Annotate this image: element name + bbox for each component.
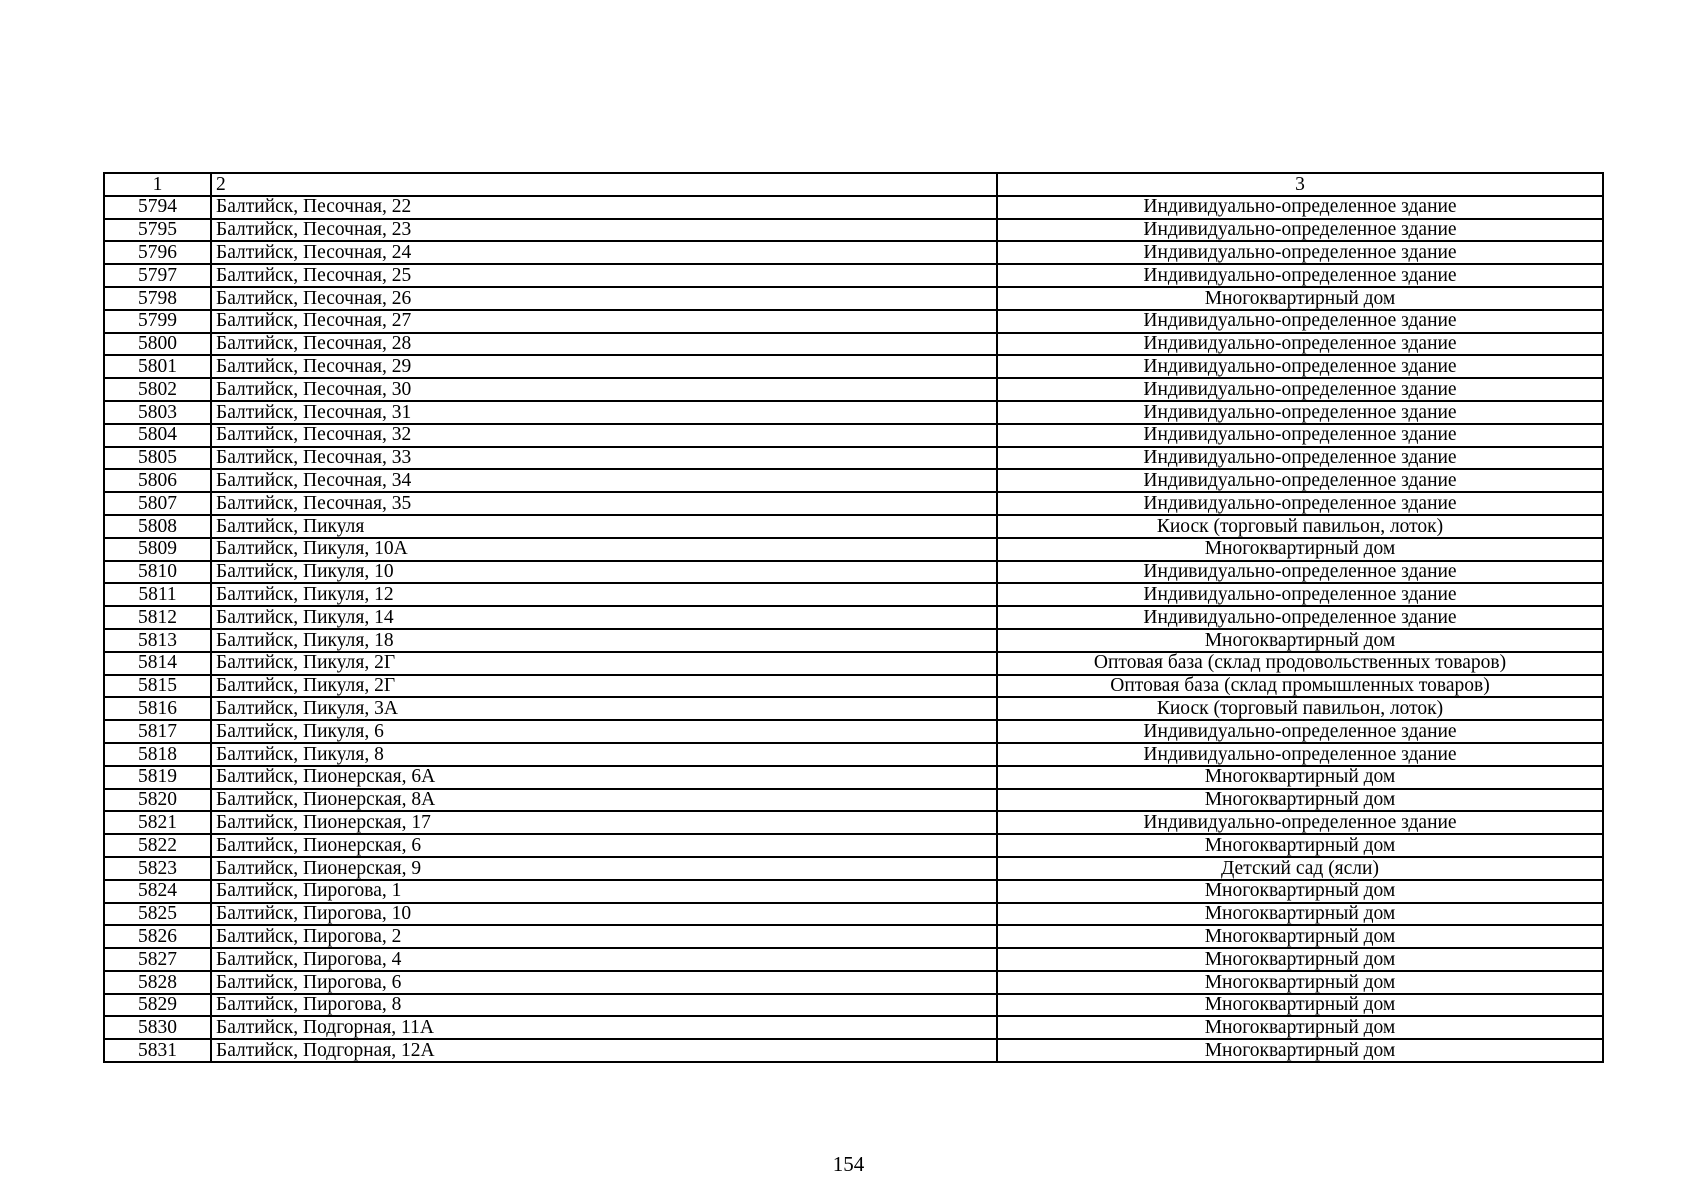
row-number: 5815 bbox=[104, 675, 211, 698]
row-number: 5803 bbox=[104, 401, 211, 424]
table-row bbox=[104, 447, 1603, 470]
row-number: 5804 bbox=[104, 424, 211, 447]
row-number: 5818 bbox=[104, 743, 211, 766]
table-row bbox=[104, 766, 1603, 789]
table-row bbox=[104, 561, 1603, 584]
row-number: 5817 bbox=[104, 720, 211, 743]
table-row bbox=[104, 880, 1603, 903]
row-number: 5821 bbox=[104, 811, 211, 834]
row-address: Балтийск, Пионерская, 17 bbox=[211, 811, 997, 834]
property-table bbox=[103, 172, 1604, 1063]
row-address: Балтийск, Пикуля, 2Г bbox=[211, 675, 997, 698]
row-address: Балтийск, Песочная, 27 bbox=[211, 310, 997, 333]
row-address: Балтийск, Пикуля, 10 bbox=[211, 561, 997, 584]
table-row bbox=[104, 196, 1603, 219]
table-row bbox=[104, 948, 1603, 971]
table-row bbox=[104, 1039, 1603, 1062]
row-number: 5806 bbox=[104, 469, 211, 492]
table-row bbox=[104, 834, 1603, 857]
row-address: Балтийск, Песочная, 35 bbox=[211, 492, 997, 515]
row-object-type: Многоквартирный дом bbox=[997, 538, 1603, 561]
row-number: 5811 bbox=[104, 583, 211, 606]
row-number: 5819 bbox=[104, 766, 211, 789]
row-object-type: Индивидуально-определенное здание bbox=[997, 447, 1603, 470]
row-object-type: Многоквартирный дом bbox=[997, 925, 1603, 948]
row-object-type: Многоквартирный дом bbox=[997, 971, 1603, 994]
row-number: 5824 bbox=[104, 880, 211, 903]
table-row bbox=[104, 241, 1603, 264]
row-address: Балтийск, Пионерская, 9 bbox=[211, 857, 997, 880]
row-object-type: Индивидуально-определенное здание bbox=[997, 378, 1603, 401]
row-object-type: Индивидуально-определенное здание bbox=[997, 606, 1603, 629]
row-object-type: Детский сад (ясли) bbox=[997, 857, 1603, 880]
row-object-type: Оптовая база (склад промышленных товаров) bbox=[997, 675, 1603, 698]
row-address: Балтийск, Песочная, 25 bbox=[211, 264, 997, 287]
row-address: Балтийск, Пикуля, 2Г bbox=[211, 652, 997, 675]
row-address: Балтийск, Песочная, 33 bbox=[211, 447, 997, 470]
row-object-type: Многоквартирный дом bbox=[997, 1039, 1603, 1062]
row-object-type: Многоквартирный дом bbox=[997, 948, 1603, 971]
column-header-3: 3 bbox=[997, 173, 1603, 196]
row-number: 5796 bbox=[104, 241, 211, 264]
table-row bbox=[104, 583, 1603, 606]
row-number: 5820 bbox=[104, 789, 211, 812]
row-address: Балтийск, Пирогова, 4 bbox=[211, 948, 997, 971]
row-object-type: Многоквартирный дом bbox=[997, 766, 1603, 789]
row-address: Балтийск, Пирогова, 6 bbox=[211, 971, 997, 994]
row-object-type: Индивидуально-определенное здание bbox=[997, 811, 1603, 834]
table-row bbox=[104, 355, 1603, 378]
table-row bbox=[104, 378, 1603, 401]
row-number: 5810 bbox=[104, 561, 211, 584]
table-row bbox=[104, 538, 1603, 561]
row-number: 5797 bbox=[104, 264, 211, 287]
row-address: Балтийск, Песочная, 29 bbox=[211, 355, 997, 378]
row-object-type: Оптовая база (склад продовольственных товаров) bbox=[997, 652, 1603, 675]
row-object-type: Индивидуально-определенное здание bbox=[997, 310, 1603, 333]
row-number: 5816 bbox=[104, 697, 211, 720]
row-number: 5794 bbox=[104, 196, 211, 219]
row-address: Балтийск, Пионерская, 6 bbox=[211, 834, 997, 857]
row-address: Балтийск, Пикуля, 6 bbox=[211, 720, 997, 743]
row-object-type: Киоск (торговый павильон, лоток) bbox=[997, 697, 1603, 720]
table-row bbox=[104, 287, 1603, 310]
row-address: Балтийск, Пикуля bbox=[211, 515, 997, 538]
row-address: Балтийск, Песочная, 34 bbox=[211, 469, 997, 492]
row-object-type: Многоквартирный дом bbox=[997, 629, 1603, 652]
row-object-type: Индивидуально-определенное здание bbox=[997, 219, 1603, 242]
row-object-type: Многоквартирный дом bbox=[997, 287, 1603, 310]
table-row bbox=[104, 310, 1603, 333]
row-address: Балтийск, Песочная, 26 bbox=[211, 287, 997, 310]
row-number: 5829 bbox=[104, 994, 211, 1017]
row-object-type: Многоквартирный дом bbox=[997, 834, 1603, 857]
table-header-row bbox=[104, 173, 1603, 196]
row-address: Балтийск, Пикуля, 10А bbox=[211, 538, 997, 561]
row-object-type: Многоквартирный дом bbox=[997, 789, 1603, 812]
row-address: Балтийск, Пирогова, 1 bbox=[211, 880, 997, 903]
row-object-type: Индивидуально-определенное здание bbox=[997, 241, 1603, 264]
row-number: 5830 bbox=[104, 1016, 211, 1039]
table-row bbox=[104, 789, 1603, 812]
table-row bbox=[104, 743, 1603, 766]
row-address: Балтийск, Песочная, 28 bbox=[211, 333, 997, 356]
row-address: Балтийск, Пикуля, 18 bbox=[211, 629, 997, 652]
table-row bbox=[104, 1016, 1603, 1039]
row-number: 5813 bbox=[104, 629, 211, 652]
table-row bbox=[104, 925, 1603, 948]
row-address: Балтийск, Пионерская, 8А bbox=[211, 789, 997, 812]
column-header-1: 1 bbox=[104, 173, 211, 196]
row-number: 5802 bbox=[104, 378, 211, 401]
table-row bbox=[104, 697, 1603, 720]
table-row bbox=[104, 401, 1603, 424]
row-address: Балтийск, Пикуля, 8 bbox=[211, 743, 997, 766]
row-address: Балтийск, Пирогова, 2 bbox=[211, 925, 997, 948]
table-row bbox=[104, 652, 1603, 675]
row-address: Балтийск, Пирогова, 10 bbox=[211, 903, 997, 926]
row-number: 5826 bbox=[104, 925, 211, 948]
table-row bbox=[104, 469, 1603, 492]
table-row bbox=[104, 971, 1603, 994]
row-address: Балтийск, Песочная, 24 bbox=[211, 241, 997, 264]
row-number: 5827 bbox=[104, 948, 211, 971]
row-address: Балтийск, Пикуля, 14 bbox=[211, 606, 997, 629]
row-number: 5809 bbox=[104, 538, 211, 561]
row-address: Балтийск, Пионерская, 6А bbox=[211, 766, 997, 789]
row-number: 5812 bbox=[104, 606, 211, 629]
row-number: 5831 bbox=[104, 1039, 211, 1062]
row-number: 5801 bbox=[104, 355, 211, 378]
table-row bbox=[104, 424, 1603, 447]
table-row bbox=[104, 994, 1603, 1017]
column-header-2: 2 bbox=[211, 173, 997, 196]
row-object-type: Многоквартирный дом bbox=[997, 880, 1603, 903]
row-address: Балтийск, Пикуля, 3А bbox=[211, 697, 997, 720]
row-number: 5798 bbox=[104, 287, 211, 310]
row-number: 5807 bbox=[104, 492, 211, 515]
row-number: 5805 bbox=[104, 447, 211, 470]
row-number: 5799 bbox=[104, 310, 211, 333]
row-address: Балтийск, Песочная, 30 bbox=[211, 378, 997, 401]
row-address: Балтийск, Песочная, 23 bbox=[211, 219, 997, 242]
table-row bbox=[104, 219, 1603, 242]
row-object-type: Киоск (торговый павильон, лоток) bbox=[997, 515, 1603, 538]
page-number: 154 bbox=[832, 1152, 865, 1176]
row-object-type: Индивидуально-определенное здание bbox=[997, 424, 1603, 447]
row-address: Балтийск, Пирогова, 8 bbox=[211, 994, 997, 1017]
row-number: 5814 bbox=[104, 652, 211, 675]
row-object-type: Индивидуально-определенное здание bbox=[997, 401, 1603, 424]
row-address: Балтийск, Подгорная, 12А bbox=[211, 1039, 997, 1062]
row-object-type: Индивидуально-определенное здание bbox=[997, 492, 1603, 515]
row-number: 5828 bbox=[104, 971, 211, 994]
table-row bbox=[104, 903, 1603, 926]
row-object-type: Индивидуально-определенное здание bbox=[997, 561, 1603, 584]
row-object-type: Многоквартирный дом bbox=[997, 903, 1603, 926]
row-object-type: Индивидуально-определенное здание bbox=[997, 333, 1603, 356]
row-object-type: Многоквартирный дом bbox=[997, 994, 1603, 1017]
row-address: Балтийск, Подгорная, 11А bbox=[211, 1016, 997, 1039]
table-row bbox=[104, 515, 1603, 538]
row-object-type: Индивидуально-определенное здание bbox=[997, 720, 1603, 743]
row-object-type: Индивидуально-определенное здание bbox=[997, 264, 1603, 287]
table-row bbox=[104, 606, 1603, 629]
row-number: 5822 bbox=[104, 834, 211, 857]
table-row bbox=[104, 492, 1603, 515]
row-object-type: Индивидуально-определенное здание bbox=[997, 583, 1603, 606]
row-number: 5800 bbox=[104, 333, 211, 356]
row-object-type: Многоквартирный дом bbox=[997, 1016, 1603, 1039]
table-row bbox=[104, 333, 1603, 356]
row-object-type: Индивидуально-определенное здание bbox=[997, 196, 1603, 219]
row-object-type: Индивидуально-определенное здание bbox=[997, 743, 1603, 766]
row-number: 5823 bbox=[104, 857, 211, 880]
table-row bbox=[104, 675, 1603, 698]
table-body bbox=[104, 173, 1603, 1062]
row-address: Балтийск, Песочная, 32 bbox=[211, 424, 997, 447]
row-address: Балтийск, Пикуля, 12 bbox=[211, 583, 997, 606]
table-row bbox=[104, 811, 1603, 834]
row-address: Балтийск, Песочная, 31 bbox=[211, 401, 997, 424]
row-number: 5808 bbox=[104, 515, 211, 538]
row-number: 5795 bbox=[104, 219, 211, 242]
table-row bbox=[104, 720, 1603, 743]
row-address: Балтийск, Песочная, 22 bbox=[211, 196, 997, 219]
row-number: 5825 bbox=[104, 903, 211, 926]
table-row bbox=[104, 629, 1603, 652]
row-object-type: Индивидуально-определенное здание bbox=[997, 355, 1603, 378]
table-row bbox=[104, 264, 1603, 287]
table-row bbox=[104, 857, 1603, 880]
row-object-type: Индивидуально-определенное здание bbox=[997, 469, 1603, 492]
